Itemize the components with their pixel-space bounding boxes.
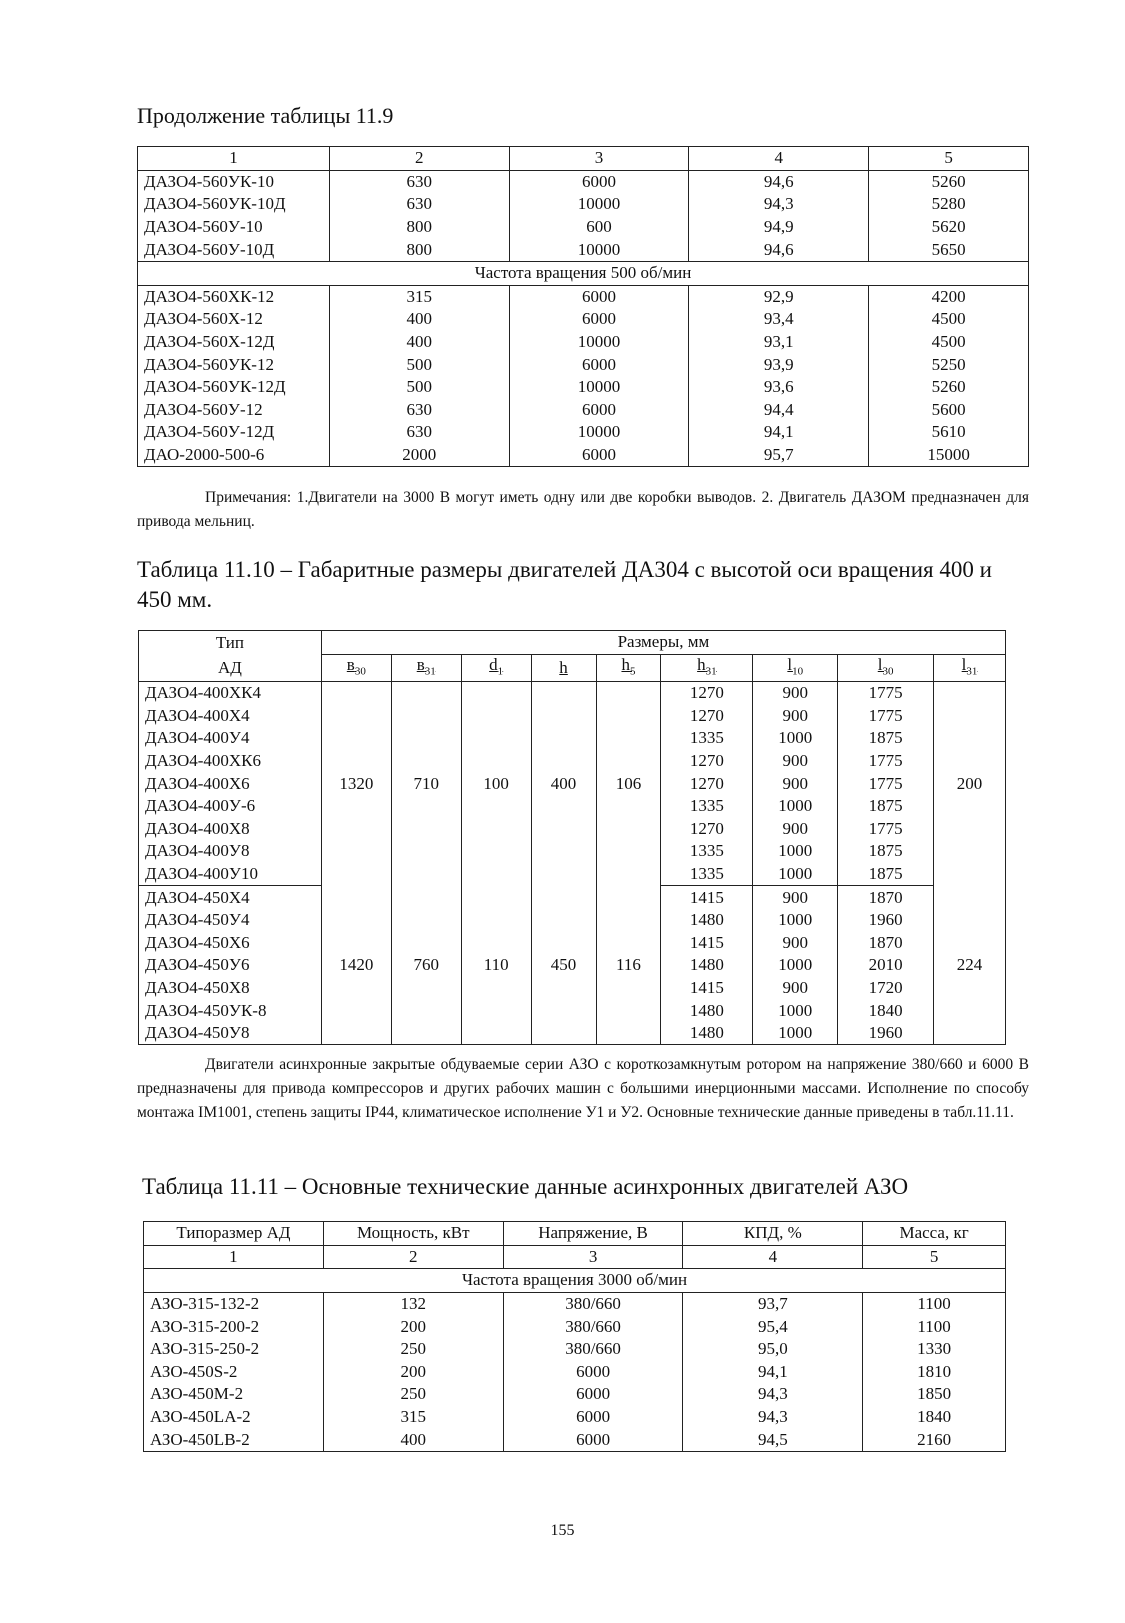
table-cell: 380/660 xyxy=(503,1338,683,1361)
table-header-row xyxy=(139,631,1006,655)
column-header-cell: Масса, кг xyxy=(863,1222,1006,1246)
table-cell: 1875 xyxy=(838,795,934,818)
motor-type-cell: АЗО-315-132-2 xyxy=(144,1292,324,1315)
table-row xyxy=(144,1292,1006,1315)
table-cell: 94,1 xyxy=(683,1361,863,1384)
table-cell: 900 xyxy=(753,705,838,728)
table-cell: 94,1 xyxy=(689,421,869,444)
dimension-header-cell: $в_{31}$ xyxy=(391,654,461,681)
table-cell: 94,9 xyxy=(689,216,869,239)
table-cell: 1960 xyxy=(838,1022,934,1045)
table-cell: 10000 xyxy=(509,376,689,399)
motor-type-cell: ДАЗО4-560УК-12Д xyxy=(138,376,330,399)
table-cell: 900 xyxy=(753,977,838,1000)
table-row xyxy=(138,399,1029,422)
shared-dimension-cell: 1420 xyxy=(321,886,391,1045)
table-cell: 93,4 xyxy=(689,308,869,331)
table-cell: 1100 xyxy=(863,1292,1006,1315)
motor-type-cell: ДАЗО4-400У-6 xyxy=(139,795,322,818)
table-cell: 1270 xyxy=(661,705,753,728)
table-cell: 10000 xyxy=(509,331,689,354)
table-cell: 5650 xyxy=(869,238,1029,261)
table-cell: 500 xyxy=(329,353,509,376)
table-row xyxy=(139,886,1006,909)
table-cell: 380/660 xyxy=(503,1292,683,1315)
table-11-11-caption: Таблица 11.11 – Основные технические данные асинхронных двигателей АЗО xyxy=(142,1174,909,1199)
motor-type-cell: ДАЗО4-450Х8 xyxy=(139,977,322,1000)
table-cell: 1480 xyxy=(661,909,753,932)
table-cell: 1480 xyxy=(661,1022,753,1045)
table-cell: 95,0 xyxy=(683,1338,863,1361)
table-cell: 94,6 xyxy=(689,238,869,261)
sizes-header-cell: Размеры, мм xyxy=(321,631,1005,655)
table-cell: 500 xyxy=(329,376,509,399)
table-cell: 1000 xyxy=(753,727,838,750)
table-row xyxy=(138,170,1029,193)
table-11-10 xyxy=(138,630,1006,1045)
table-cell: 6000 xyxy=(503,1383,683,1406)
table-row xyxy=(138,308,1029,331)
column-number-header: 4 xyxy=(683,1245,863,1269)
table-cell: 1775 xyxy=(838,681,934,704)
table-cell: 900 xyxy=(753,886,838,909)
table-cell: 5260 xyxy=(869,170,1029,193)
table-cell: 94,4 xyxy=(689,399,869,422)
table-cell: 93,9 xyxy=(689,353,869,376)
motor-type-cell: ДАЗО4-400Х6 xyxy=(139,772,322,795)
table-cell: 250 xyxy=(323,1338,503,1361)
table-cell: 132 xyxy=(323,1292,503,1315)
shared-dimension-cell: 400 xyxy=(531,681,596,885)
table-cell: 900 xyxy=(753,772,838,795)
table-cell: 1875 xyxy=(838,863,934,886)
table-cell: 1775 xyxy=(838,772,934,795)
table-row xyxy=(144,1428,1006,1451)
shared-dimension-cell: 110 xyxy=(461,886,531,1045)
table-header-row xyxy=(138,147,1029,171)
table-cell: 1875 xyxy=(838,840,934,863)
motor-type-cell: ДАЗО4-450У8 xyxy=(139,1022,322,1045)
table-row xyxy=(144,1383,1006,1406)
shared-dimension-cell: 1320 xyxy=(321,681,391,885)
column-number-header: 5 xyxy=(869,147,1029,171)
column-number-header: 2 xyxy=(329,147,509,171)
table-cell: 630 xyxy=(329,421,509,444)
table-cell: 400 xyxy=(323,1428,503,1451)
table-cell: 900 xyxy=(753,750,838,773)
table-cell: 900 xyxy=(753,932,838,955)
motor-type-cell: ДАЗО4-560У-12Д xyxy=(138,421,330,444)
table-cell: 1270 xyxy=(661,772,753,795)
motor-type-cell: ДАЗО4-560У-10Д xyxy=(138,238,330,261)
motor-type-cell: ДАЗО4-450У6 xyxy=(139,954,322,977)
motor-type-cell: ДАЗО4-400Х8 xyxy=(139,818,322,841)
table-cell: 2000 xyxy=(329,444,509,467)
column-number-header: 3 xyxy=(509,147,689,171)
motor-type-cell: ДАЗО4-560У-10 xyxy=(138,216,330,239)
motor-type-cell: АЗО-315-200-2 xyxy=(144,1315,324,1338)
table-cell: 6000 xyxy=(509,444,689,467)
table-cell: 6000 xyxy=(509,308,689,331)
table-row xyxy=(139,681,1006,704)
dimension-header-cell: h xyxy=(531,654,596,681)
motor-type-cell: АЗО-450M-2 xyxy=(144,1383,324,1406)
table-row xyxy=(144,1315,1006,1338)
table-row xyxy=(138,376,1029,399)
table-cell: 4500 xyxy=(869,308,1029,331)
table-cell: 630 xyxy=(329,193,509,216)
table-cell: 1330 xyxy=(863,1338,1006,1361)
table-cell: 900 xyxy=(753,818,838,841)
table-cell: 93,7 xyxy=(683,1292,863,1315)
table-cell: 630 xyxy=(329,170,509,193)
table-cell: 400 xyxy=(329,308,509,331)
motor-type-cell: ДАЗО4-560Х-12Д xyxy=(138,331,330,354)
table-cell: 93,6 xyxy=(689,376,869,399)
motor-type-cell: ДАО-2000-500-6 xyxy=(138,444,330,467)
table-cell: 200 xyxy=(323,1315,503,1338)
table-row xyxy=(138,444,1029,467)
section-title-cell: Частота вращения 500 об/мин xyxy=(138,261,1029,285)
table-cell: 1335 xyxy=(661,795,753,818)
motor-type-cell: ДАЗО4-560ХК-12 xyxy=(138,285,330,308)
table-cell: 400 xyxy=(329,331,509,354)
table-cell: 95,7 xyxy=(689,444,869,467)
column-number-header: 3 xyxy=(503,1245,683,1269)
table-cell: 315 xyxy=(329,285,509,308)
motor-type-cell: ДАЗО4-560УК-10 xyxy=(138,170,330,193)
motor-type-cell: ДАЗО4-560УК-12 xyxy=(138,353,330,376)
column-number-header: 1 xyxy=(144,1245,324,1269)
table-cell: 10000 xyxy=(509,238,689,261)
table-11-9 xyxy=(137,146,1029,467)
table-row xyxy=(138,193,1029,216)
table-row xyxy=(138,331,1029,354)
table-cell: 250 xyxy=(323,1383,503,1406)
motor-type-cell: ДАЗО4-400ХК4 xyxy=(139,681,322,704)
motor-type-cell: ДАЗО4-400У8 xyxy=(139,840,322,863)
table-cell: 1875 xyxy=(838,727,934,750)
table-row xyxy=(138,238,1029,261)
shared-dimension-cell: 106 xyxy=(596,681,661,885)
column-header-cell: Мощность, кВт xyxy=(323,1222,503,1246)
table-cell: 380/660 xyxy=(503,1315,683,1338)
motor-type-cell: АЗО-315-250-2 xyxy=(144,1338,324,1361)
dimension-header-cell: $h_{31}$ xyxy=(661,654,753,681)
column-header-cell: Типоразмер АД xyxy=(144,1222,324,1246)
table-cell: 1335 xyxy=(661,840,753,863)
table-cell: 6000 xyxy=(509,285,689,308)
motor-type-cell: ДАЗО4-450УК-8 xyxy=(139,999,322,1022)
table-row xyxy=(138,353,1029,376)
table-header-row xyxy=(144,1245,1006,1269)
table-cell: 1480 xyxy=(661,954,753,977)
table-cell: 15000 xyxy=(869,444,1029,467)
table-cell: 5280 xyxy=(869,193,1029,216)
table-cell: 6000 xyxy=(509,353,689,376)
table-11-10-caption: Таблица 11.10 – Габаритные размеры двигателей ДА304 с высотой оси вращения 400 и 450 мм. xyxy=(137,557,992,612)
table-cell: 4200 xyxy=(869,285,1029,308)
type-header-cell: АД xyxy=(139,654,322,681)
table-cell: 1000 xyxy=(753,954,838,977)
page-number: 155 xyxy=(550,1522,575,1539)
motor-type-cell: ДАЗО4-560У-12 xyxy=(138,399,330,422)
dimension-header-cell: $l_{31}$ xyxy=(934,654,1006,681)
table-cell: 1775 xyxy=(838,750,934,773)
table-cell: 1840 xyxy=(838,999,934,1022)
column-number-header: 1 xyxy=(138,147,330,171)
table-cell: 1270 xyxy=(661,818,753,841)
shared-dimension-cell: 450 xyxy=(531,886,596,1045)
table-row xyxy=(138,216,1029,239)
shared-dimension-cell: 116 xyxy=(596,886,661,1045)
motor-type-cell: АЗО-450S-2 xyxy=(144,1361,324,1384)
table-cell: 1415 xyxy=(661,886,753,909)
table-cell: 5260 xyxy=(869,376,1029,399)
table-row xyxy=(138,421,1029,444)
motor-type-cell: ДАЗО4-450У4 xyxy=(139,909,322,932)
motor-type-cell: ДАЗО4-450Х6 xyxy=(139,932,322,955)
table-cell: 800 xyxy=(329,238,509,261)
shared-dimension-cell: 224 xyxy=(934,886,1006,1045)
table-cell: 5610 xyxy=(869,421,1029,444)
section-title-cell: Частота вращения 3000 об/мин xyxy=(144,1269,1006,1293)
table-cell: 1415 xyxy=(661,932,753,955)
table-cell: 94,6 xyxy=(689,170,869,193)
table-cell: 6000 xyxy=(509,399,689,422)
table-cell: 630 xyxy=(329,399,509,422)
shared-dimension-cell: 200 xyxy=(934,681,1006,885)
table-cell: 10000 xyxy=(509,421,689,444)
motor-type-cell: АЗО-450LA-2 xyxy=(144,1406,324,1429)
dimension-header-cell: $d_1$ xyxy=(461,654,531,681)
table-cell: 1335 xyxy=(661,727,753,750)
shared-dimension-cell: 710 xyxy=(391,681,461,885)
table-cell: 1000 xyxy=(753,840,838,863)
table-cell: 1480 xyxy=(661,999,753,1022)
table-cell: 1000 xyxy=(753,795,838,818)
motor-type-cell: ДАЗО4-560УК-10Д xyxy=(138,193,330,216)
section-row xyxy=(138,261,1029,285)
motor-type-cell: ДАЗО4-400ХК6 xyxy=(139,750,322,773)
table-cell: 1270 xyxy=(661,681,753,704)
table-cell: 1850 xyxy=(863,1383,1006,1406)
dimension-header-cell: $h_5$ xyxy=(596,654,661,681)
table-cell: 1270 xyxy=(661,750,753,773)
shared-dimension-cell: 760 xyxy=(391,886,461,1045)
table-cell: 800 xyxy=(329,216,509,239)
table-cell: 1100 xyxy=(863,1315,1006,1338)
table-cell: 2160 xyxy=(863,1428,1006,1451)
table-cell: 6000 xyxy=(503,1406,683,1429)
table-cell: 95,4 xyxy=(683,1315,863,1338)
table-cell: 94,3 xyxy=(683,1406,863,1429)
table-row xyxy=(144,1361,1006,1384)
column-number-header: 4 xyxy=(689,147,869,171)
table-11-9-caption: Продолжение таблицы 11.9 xyxy=(137,103,394,128)
column-header-cell: КПД, % xyxy=(683,1222,863,1246)
table-cell: 94,5 xyxy=(683,1428,863,1451)
column-number-header: 2 xyxy=(323,1245,503,1269)
table-cell: 1840 xyxy=(863,1406,1006,1429)
table-cell: 5250 xyxy=(869,353,1029,376)
table-cell: 1870 xyxy=(838,932,934,955)
table-row xyxy=(144,1338,1006,1361)
table-11-9-notes: Примечания: 1.Двигатели на 3000 В могут иметь одну или две коробки выводов. 2. Двигатель ДАЗОМ предназначен для привода мельниц. xyxy=(137,489,1029,530)
motor-type-cell: ДАЗО4-400У10 xyxy=(139,863,322,886)
shared-dimension-cell: 100 xyxy=(461,681,531,885)
table-cell: 94,3 xyxy=(683,1383,863,1406)
table-cell: 1870 xyxy=(838,886,934,909)
table-cell: 1000 xyxy=(753,909,838,932)
type-header-cell: Тип xyxy=(139,631,322,655)
table-cell: 600 xyxy=(509,216,689,239)
motor-type-cell: АЗО-450LB-2 xyxy=(144,1428,324,1451)
table-cell: 1000 xyxy=(753,999,838,1022)
dimension-header-cell: $l_{30}$ xyxy=(838,654,934,681)
table-header-row xyxy=(144,1222,1006,1246)
motor-type-cell: ДАЗО4-400Х4 xyxy=(139,705,322,728)
table-cell: 1000 xyxy=(753,1022,838,1045)
table-cell: 315 xyxy=(323,1406,503,1429)
table-cell: 6000 xyxy=(509,170,689,193)
table-cell: 10000 xyxy=(509,193,689,216)
dimension-header-cell: $l_{10}$ xyxy=(753,654,838,681)
table-cell: 6000 xyxy=(503,1361,683,1384)
section-row xyxy=(144,1269,1006,1293)
table-row xyxy=(144,1406,1006,1429)
table-cell: 1775 xyxy=(838,705,934,728)
column-number-header: 5 xyxy=(863,1245,1006,1269)
table-cell: 1720 xyxy=(838,977,934,1000)
motor-type-cell: ДАЗО4-400У4 xyxy=(139,727,322,750)
table-cell: 6000 xyxy=(503,1428,683,1451)
table-cell: 92,9 xyxy=(689,285,869,308)
table-cell: 1335 xyxy=(661,863,753,886)
table-cell: 5600 xyxy=(869,399,1029,422)
table-cell: 900 xyxy=(753,681,838,704)
table-cell: 1775 xyxy=(838,818,934,841)
table-header-row xyxy=(139,654,1006,681)
table-cell: 93,1 xyxy=(689,331,869,354)
table-row xyxy=(138,285,1029,308)
column-header-cell: Напряжение, В xyxy=(503,1222,683,1246)
table-cell: 1000 xyxy=(753,863,838,886)
table-cell: 4500 xyxy=(869,331,1029,354)
dimension-header-cell: $в_{30}$ xyxy=(321,654,391,681)
table-cell: 1960 xyxy=(838,909,934,932)
table-cell: 5620 xyxy=(869,216,1029,239)
motor-type-cell: ДАЗО4-560Х-12 xyxy=(138,308,330,331)
table-11-11 xyxy=(143,1221,1006,1452)
table-cell: 200 xyxy=(323,1361,503,1384)
azo-description-paragraph: Двигатели асинхронные закрытые обдуваемые серии АЗО с короткозамкнутым ротором на напряжение 380/660 и 6000 В предназначены для привода компрессоров и других рабочих машин с большими инерционными массами. Исполнение по способу монтажа IM1001, степень защиты IP44, климатическое исполнение У1 и У2. Основные технические данные приведены в табл.11.11. xyxy=(137,1056,1029,1121)
motor-type-cell: ДАЗО4-450Х4 xyxy=(139,886,322,909)
table-cell: 2010 xyxy=(838,954,934,977)
table-cell: 1810 xyxy=(863,1361,1006,1384)
table-cell: 1415 xyxy=(661,977,753,1000)
table-cell: 94,3 xyxy=(689,193,869,216)
